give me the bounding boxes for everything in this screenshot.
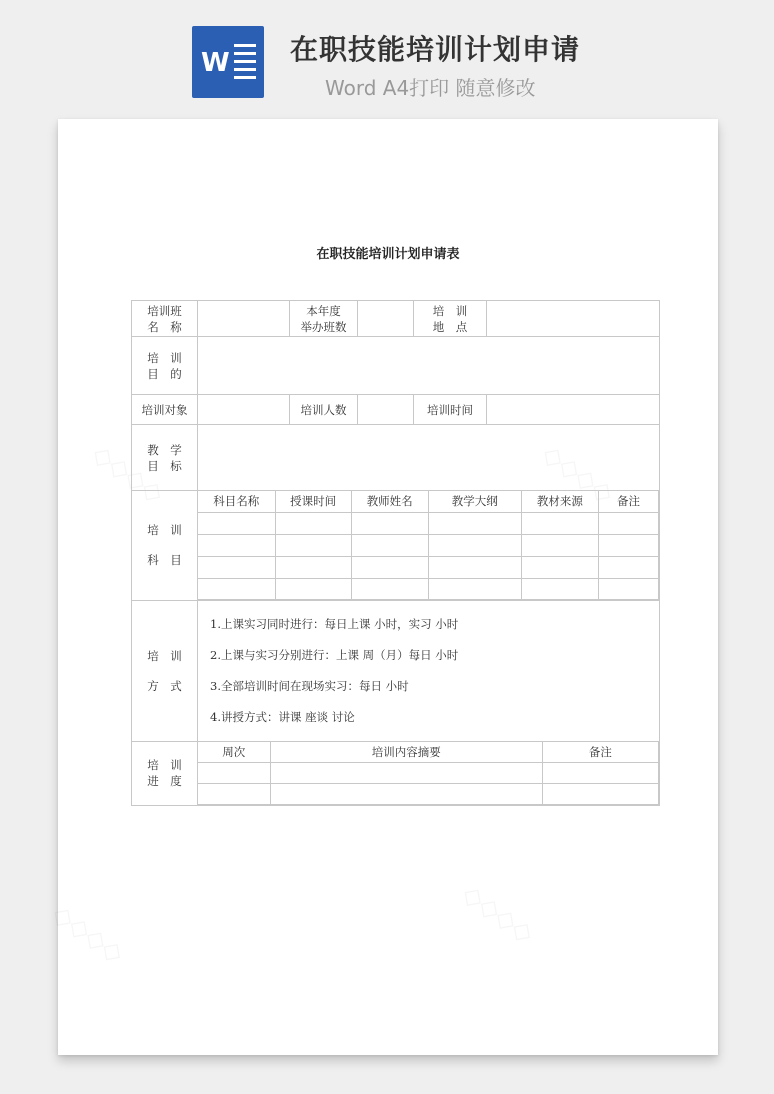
table-cell[interactable]	[428, 512, 521, 534]
count-field[interactable]	[358, 395, 414, 425]
method-item: 4.讲授方式：讲课 座谈 讨论	[210, 709, 355, 724]
table-cell[interactable]	[351, 578, 428, 599]
progress-header: 周次	[198, 742, 270, 763]
count-label: 培训人数	[290, 395, 358, 425]
methods-list	[198, 600, 660, 741]
subject-header: 教师姓名	[351, 491, 428, 512]
subject-header: 备注	[598, 491, 658, 512]
table-cell[interactable]	[428, 578, 521, 599]
subject-header: 教学大纲	[428, 491, 521, 512]
form-row-purpose	[132, 337, 660, 395]
page-title: 在职技能培训计划申请	[290, 33, 581, 66]
subjects-label: 培 训 科 目	[132, 491, 198, 601]
table-cell[interactable]	[198, 578, 275, 599]
word-icon-lines	[234, 44, 256, 84]
form-row-subjects	[132, 491, 660, 601]
table-cell[interactable]	[521, 556, 598, 578]
method-item: 2.上课与实习分别进行：上课 周（月）每日 小时	[210, 647, 459, 662]
table-cell[interactable]	[275, 556, 351, 578]
table-row	[198, 784, 659, 805]
table-cell[interactable]	[521, 512, 598, 534]
progress-label: 培 训 进 度	[132, 741, 198, 806]
table-cell[interactable]	[351, 512, 428, 534]
form-row-progress	[132, 741, 660, 806]
table-cell[interactable]	[351, 556, 428, 578]
subject-header: 教材来源	[521, 491, 598, 512]
table-cell[interactable]	[598, 512, 658, 534]
table-row	[198, 578, 659, 599]
table-cell[interactable]	[521, 578, 598, 599]
table-row	[198, 763, 659, 784]
table-cell[interactable]	[542, 763, 658, 784]
purpose-label: 培 训 目 的	[132, 337, 198, 395]
goal-label: 教 学 目 标	[132, 425, 198, 491]
subjects-grid-cell	[198, 491, 660, 601]
document-page	[58, 119, 718, 1055]
page-subtitle: Word A4打印 随意修改	[325, 76, 536, 100]
methods-label: 培 训 方 式	[132, 600, 198, 741]
table-cell[interactable]	[521, 534, 598, 556]
application-form	[131, 300, 660, 806]
table-cell[interactable]	[275, 512, 351, 534]
form-title: 在职技能培训计划申请表	[316, 247, 460, 262]
word-icon	[192, 26, 264, 98]
location-label: 培 训 地 点	[414, 301, 487, 337]
watermark	[457, 879, 540, 949]
time-label: 培训时间	[414, 395, 487, 425]
table-cell[interactable]	[270, 763, 542, 784]
yearly-count-field[interactable]	[358, 301, 414, 337]
subject-header: 科目名称	[198, 491, 275, 512]
table-row	[198, 556, 659, 578]
goal-field[interactable]	[198, 425, 660, 491]
progress-header-row	[198, 742, 659, 763]
table-row	[198, 534, 659, 556]
table-cell[interactable]	[275, 578, 351, 599]
form-row-methods	[132, 600, 660, 741]
method-item: 1.上课实习同时进行：每日上课 小时，实习 小时	[210, 616, 459, 631]
target-field[interactable]	[198, 395, 290, 425]
table-cell[interactable]	[351, 534, 428, 556]
table-cell[interactable]	[598, 534, 658, 556]
subjects-grid	[198, 491, 659, 600]
table-row	[198, 512, 659, 534]
watermark	[47, 899, 130, 969]
progress-grid-cell	[198, 741, 660, 806]
form-row-basic	[132, 301, 660, 337]
table-cell[interactable]	[198, 556, 275, 578]
progress-header: 培训内容摘要	[270, 742, 542, 763]
table-cell[interactable]	[275, 534, 351, 556]
class-name-label: 培训班 名 称	[132, 301, 198, 337]
progress-header: 备注	[542, 742, 658, 763]
document-header	[0, 0, 774, 118]
table-cell[interactable]	[598, 556, 658, 578]
method-item: 3.全部培训时间在现场实习：每日 小时	[210, 678, 409, 693]
table-cell[interactable]	[598, 578, 658, 599]
target-label: 培训对象	[132, 395, 198, 425]
progress-grid	[198, 742, 659, 806]
word-icon-letter: W	[201, 48, 230, 78]
table-cell[interactable]	[198, 763, 270, 784]
table-cell[interactable]	[198, 534, 275, 556]
table-cell[interactable]	[270, 784, 542, 805]
table-cell[interactable]	[198, 512, 275, 534]
form-row-target	[132, 395, 660, 425]
location-field[interactable]	[487, 301, 660, 337]
table-cell[interactable]	[542, 784, 658, 805]
table-cell[interactable]	[428, 534, 521, 556]
class-name-field[interactable]	[198, 301, 290, 337]
subjects-header-row	[198, 491, 659, 512]
form-row-goal	[132, 425, 660, 491]
yearly-count-label: 本年度 举办班数	[290, 301, 358, 337]
table-cell[interactable]	[198, 784, 270, 805]
purpose-field[interactable]	[198, 337, 660, 395]
subject-header: 授课时间	[275, 491, 351, 512]
time-field[interactable]	[487, 395, 660, 425]
table-cell[interactable]	[428, 556, 521, 578]
